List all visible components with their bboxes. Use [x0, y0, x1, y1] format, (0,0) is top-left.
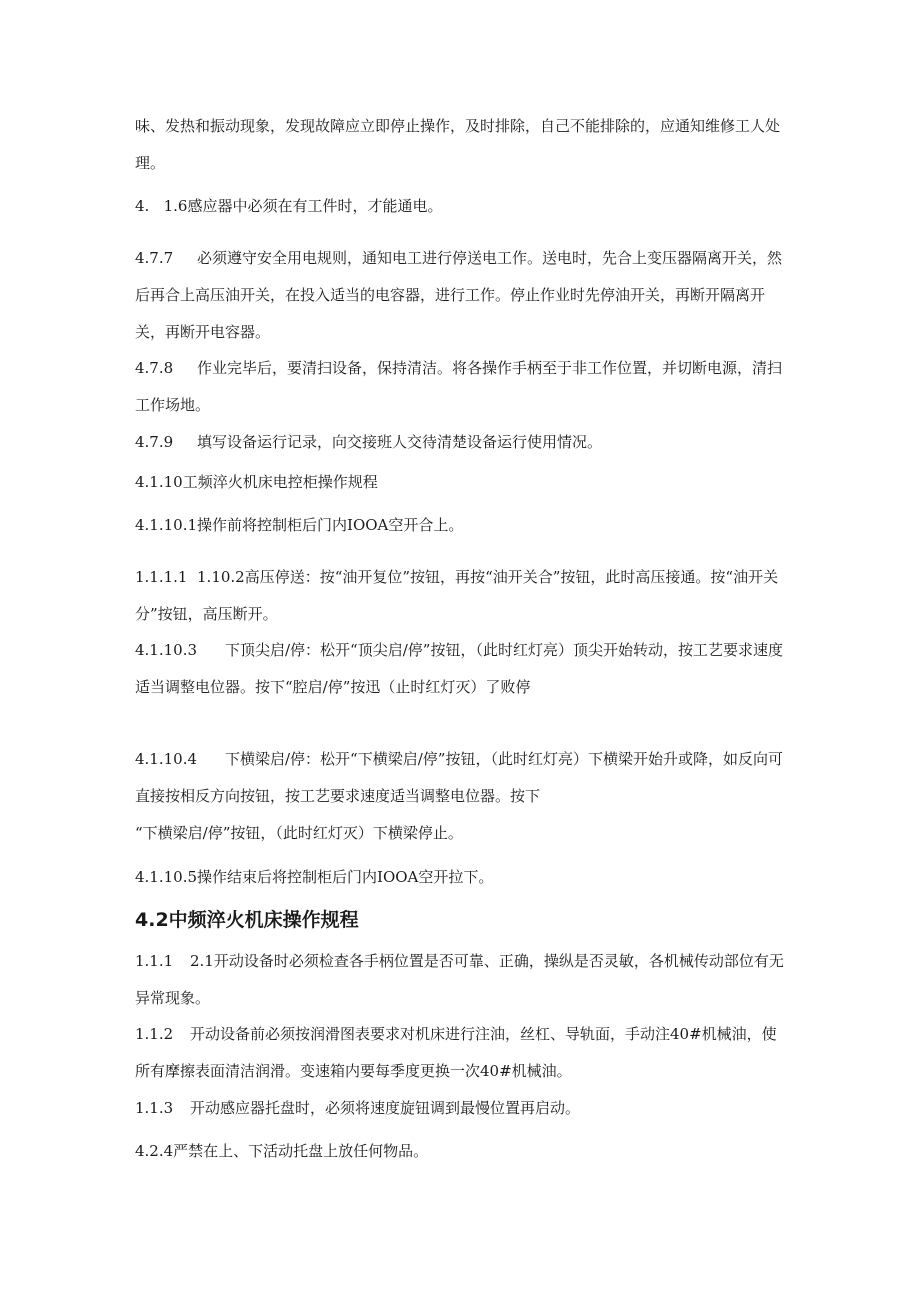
clause-number: 4.7.7 [135, 249, 174, 267]
paragraph-4-1-10-4-cont: “下横梁启/停”按钮，（此时红灯灭）下横梁停止。 [135, 824, 463, 842]
paragraph-4-1-10-5: 4.1.10.5操作结束后将控制柜后门内IOOA空开拉下。 [135, 868, 494, 886]
clause-text: 下横梁启/停：松开“下横梁启/停”按钮，（此时红灯亮）下横梁开始升或降，如反向可直接按相反方向按钮，按工艺要求速度适当调整电位器。按下 [135, 750, 783, 805]
paragraph-4-7-9 [135, 424, 790, 461]
clause-number: 4.1.10.4 [135, 750, 198, 768]
clause-text: 开动感应器托盘时，必须将速度旋钮调到最慢位置再启动。 [190, 1099, 581, 1117]
clause-number: 4.7.9 [135, 433, 174, 451]
clause-text: 下顶尖启/停：松开“顶尖启/停”按钮，（此时红灯亮）顶尖开始转动，按工艺要求速度适当调整电位器。按下“腔启/停”按迅（止时红灯灭）了败停 [135, 641, 783, 696]
clause-number: 4.7.8 [135, 359, 174, 377]
paragraph-4-1-10-4 [135, 741, 790, 815]
clause-text: 开动设备前必须按润滑图表要求对机床进行注油，丝杠、导轨面，手动注40#机械油，使所有摩擦表面清洁润滑。变速箱内要每季度更换一次40#机械油。 [135, 1025, 777, 1080]
paragraph-4-7-8 [135, 350, 790, 424]
paragraph-continuation: 味、发热和振动现象，发现故障应立即停止操作，及时排除，自己不能排除的，应通知维修工人处理。 [135, 117, 781, 172]
paragraph-1-10-2: 1.1.1.1 1.10.2高压停送：按“油开复位”按钮，再按“油开关合”按钮，此时高压接通。按“油开关分”按钮，高压断开。 [135, 568, 779, 623]
clause-number: 1.1.3 [135, 1099, 174, 1117]
paragraph-4-7-7 [135, 240, 790, 351]
paragraph-4-1-10-3 [135, 632, 790, 706]
clause-text: 必须遵守安全用电规则，通知电工进行停送电工作。送电时，先合上变压器隔离开关，然后再合上高压油开关，在投入适当的电容器，进行工作。停止作业时先停油开关，再断开隔离开关，再断开电容器。 [135, 249, 783, 341]
paragraph-4-1-10: 4.1.10工频淬火机床电控柜操作规程 [135, 473, 378, 491]
paragraph-1-1-3 [135, 1090, 790, 1127]
clause-number: 1.1.1 [135, 952, 174, 970]
clause-number: 1.1.2 [135, 1025, 174, 1043]
paragraph-4-1-10-1: 4.1.10.1操作前将控制柜后门内IOOA空开合上。 [135, 516, 464, 534]
paragraph-1-1-2 [135, 1016, 790, 1090]
clause-number: 4.1.10.3 [135, 641, 198, 659]
section-heading: 4.2中频淬火机床操作规程 [135, 909, 359, 931]
clause-text: 作业完毕后，要清扫设备，保持清洁。将各操作手柄至于非工作位置，并切断电源，清扫工作场地。 [135, 359, 783, 414]
paragraph-4-2-4: 4.2.4严禁在上、下活动托盘上放任何物品。 [135, 1142, 429, 1160]
paragraph-4-1-6: 4. 1.6感应器中必须在有工件时，才能通电。 [135, 197, 443, 215]
paragraph-1-1-1 [135, 943, 790, 1017]
clause-text: 2.1开动设备时必须检查各手柄位置是否可靠、正确，操纵是否灵敏，各机械传动部位有无异常现象。 [135, 952, 784, 1007]
clause-text: 填写设备运行记录，向交接班人交待清楚设备运行使用情况。 [197, 433, 603, 451]
